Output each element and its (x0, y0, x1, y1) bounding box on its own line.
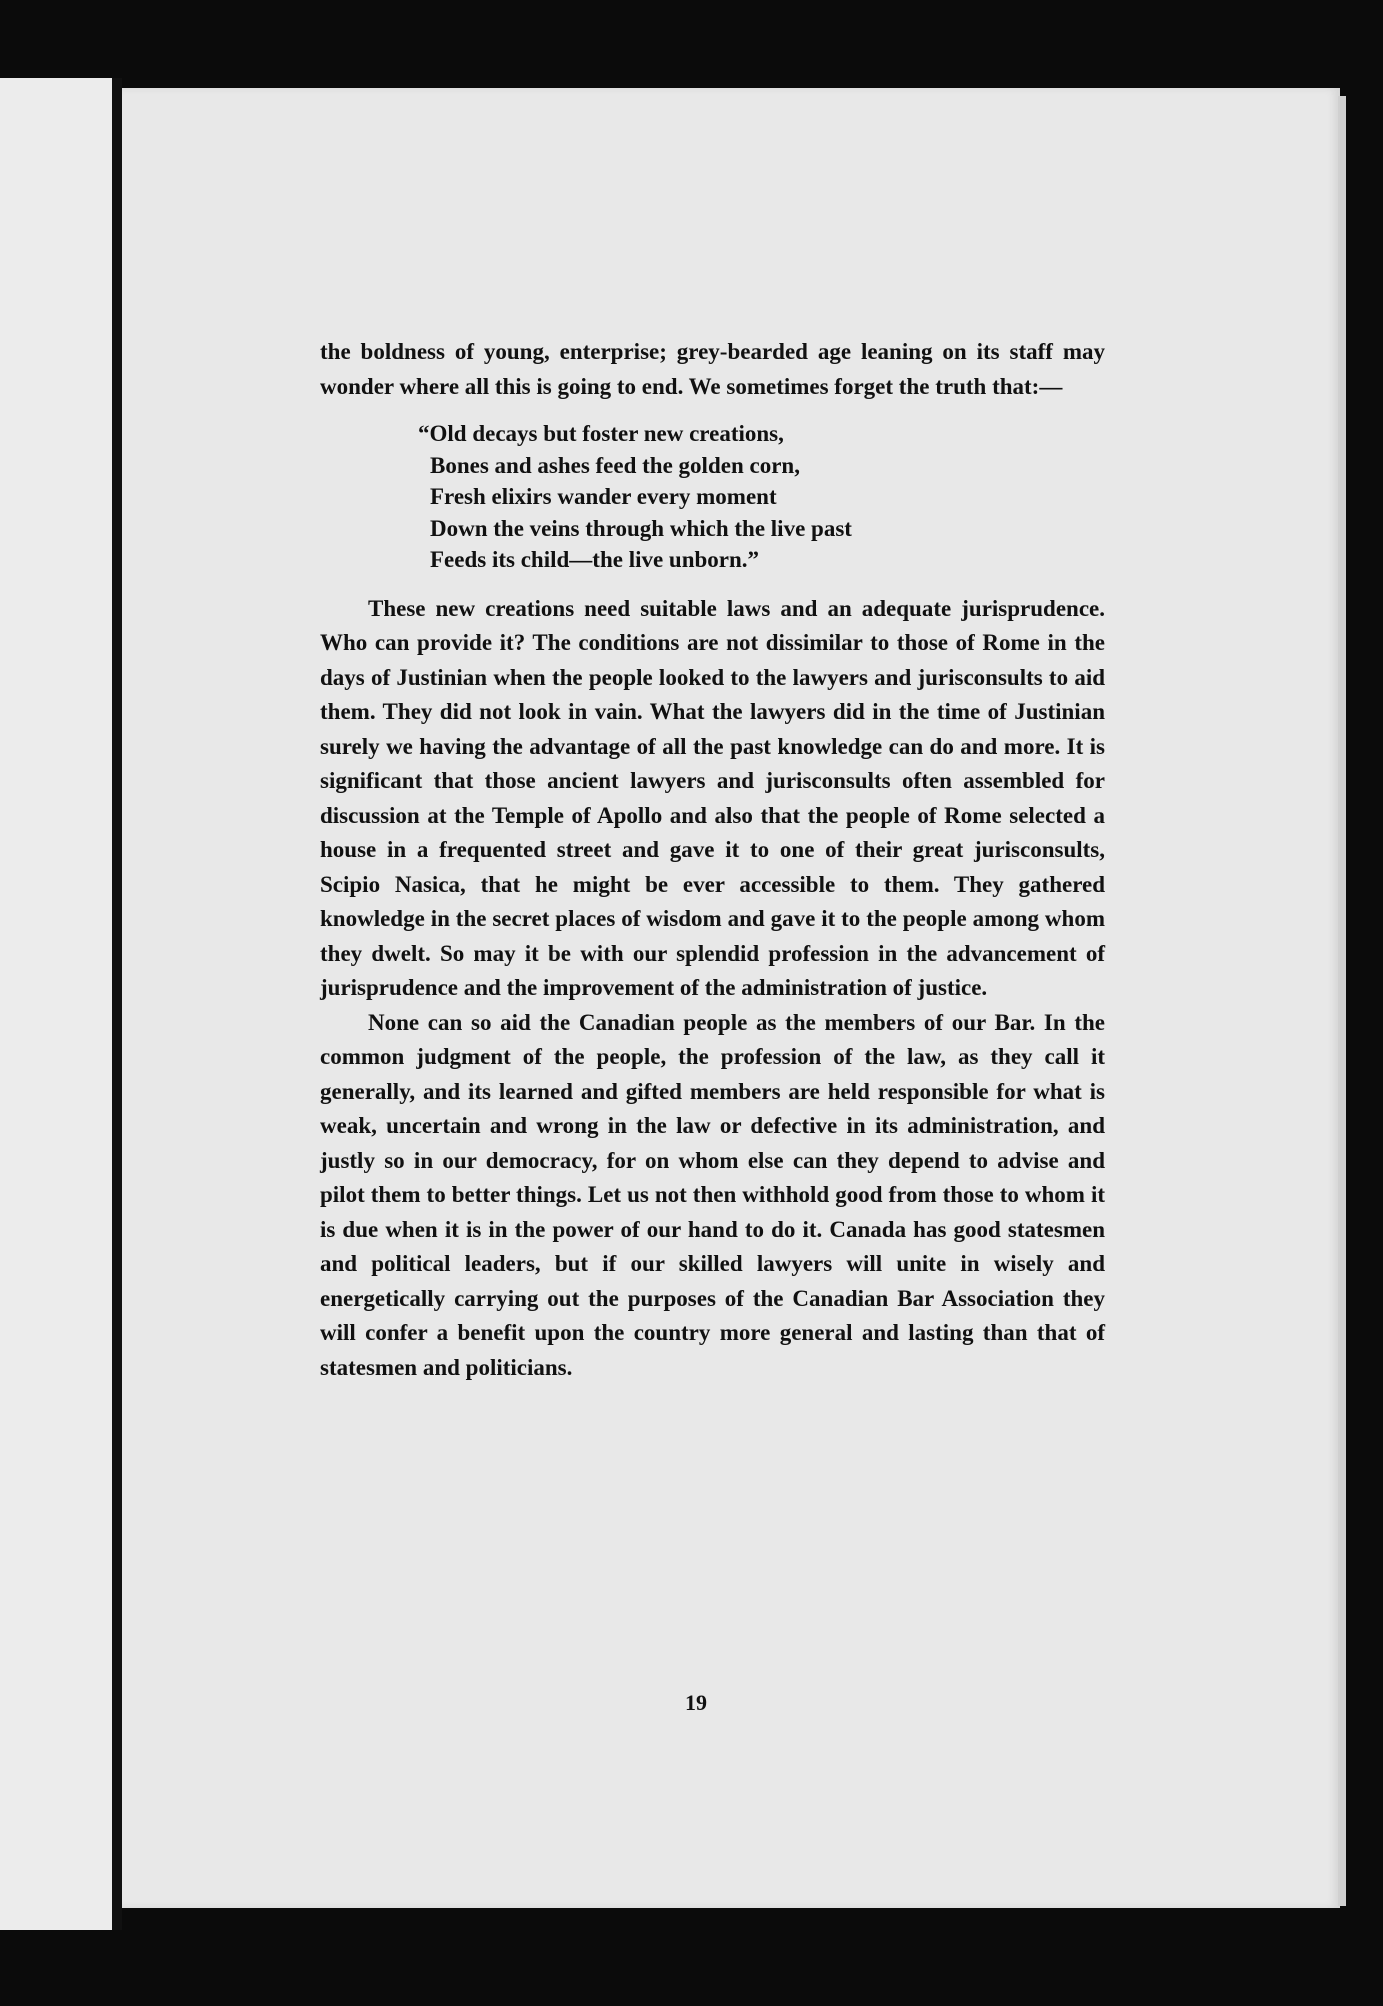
poem-line: Down the veins through which the live past (430, 515, 852, 541)
page-number-text: 19 (685, 1690, 707, 1715)
left-page-edge (0, 78, 112, 1930)
page-body (320, 335, 1105, 1385)
book-spine (112, 78, 122, 1930)
body-paragraph: These new creations need suitable laws and an adequate jurisprudence. Who can provide it? The conditions are not dissimilar to those of Rome in the days of Justinian when the people looked to the lawyers and jurisconsults to aid them. They did not look in vain. What the lawyers did in the time of Justinian surely we having the advantage of all the past knowledge can do and more. It is significant that those ancient lawyers and jurisconsults often assembled for discussion at the Temple of Apollo and also that the people of Rome selected a house in a frequented street and gave it to one of their great jurisconsults, Scipio Nasica, that he might be ever accessible to them. They gathered knowledge in the secret places of wisdom and gave it to the people among whom they dwelt. So may it be with our splendid profession in the advancement of jurisprudence and the improvement of the administration of justice. (320, 595, 1105, 1000)
poem-line: Bones and ashes feed the golden corn, (430, 452, 800, 478)
poem-quote (418, 418, 1105, 576)
intro-paragraph: the boldness of young, enterprise; grey-bearded age leaning on its staff may wonder where all this is going to end. We sometimes forget the truth that:— (320, 339, 1105, 399)
poem-line: Feeds its child—the live unborn.” (430, 547, 760, 572)
body-paragraph: None can so aid the Canadian people as the members of our Bar. In the common judgment of the people, the profession of the law, as they call it generally, and its learned and gifted members are held responsible for what is weak, uncertain and wrong in the law or defective in its administration, and justly so in our democracy, for on whom else can they depend to advise and pilot them to better things. Let us not then withhold good from those to whom it is due when it is in the power of our hand to do it. Canada has good statesmen and political leaders, but if our skilled lawyers will unite in wisely and energetically carrying out the purposes of the Canadian Bar Association they will confer a benefit upon the country more general and lasting than that of statesmen and politicians. (320, 1009, 1105, 1380)
page-right-edge (1338, 96, 1346, 1906)
poem-line: Fresh elixirs wander every moment (430, 484, 777, 509)
poem-line: “Old decays but foster new creations, (418, 421, 784, 446)
